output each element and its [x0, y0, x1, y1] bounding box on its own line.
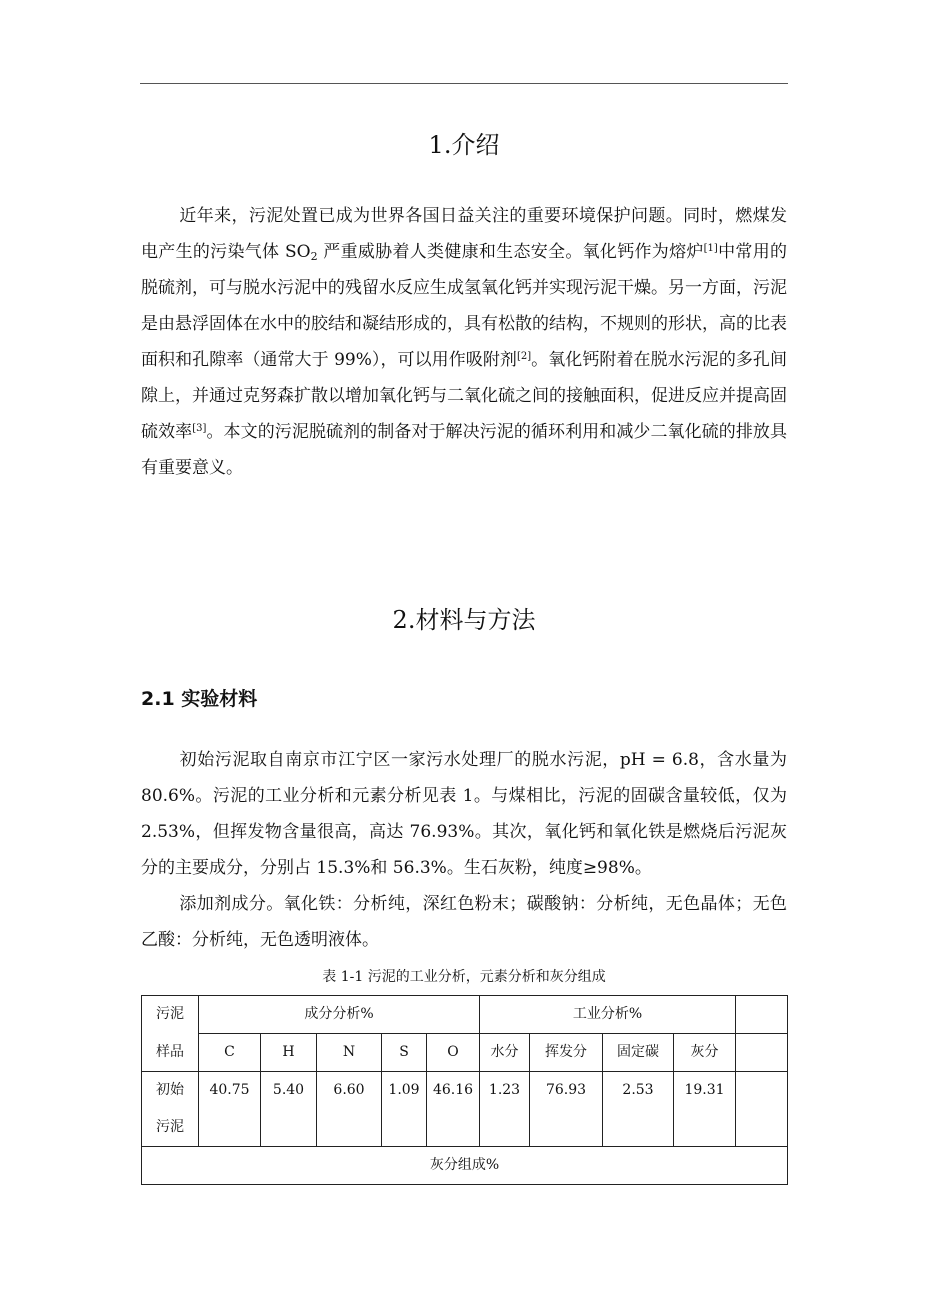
materials-paragraph: 初始污泥取自南京市江宁区一家污水处理厂的脱水污泥，pH = 6.8，含水量为 80.6%。污泥的工业分析和元素分析见表 1。与煤相比，污泥的固碳含量较低，仅为 2.53%，但挥发物含量很高，高达 76.93%。其次，氧化钙和氧化铁是燃烧后污泥灰分的主要成分，分别占 15.3%和 56.3%。生石灰粉，纯度≥98%。	[141, 750, 787, 878]
table-ash-row	[142, 1147, 788, 1185]
value-cell: 2.53	[603, 1072, 674, 1147]
section-1-heading: 1.介绍	[428, 131, 500, 159]
group-header-proximate: 工业分析%	[480, 996, 736, 1034]
value-cell: 5.40	[261, 1072, 317, 1147]
sludge-analysis-table	[141, 995, 788, 1185]
section-1-paragraph: 近年来，污泥处置已成为世界各国日益关注的重要环境保护问题。同时，燃煤发电产生的污染气体 $SO_2$ 严重威胁着人类健康和生态安全。氧化钙作为熔炉[1]中常用的脱硫剂，可与脱水污泥中的残留水反应生成氢氧化钙并实现污泥干燥。另一方面，污泥是由悬浮固体在水中的胶结和凝结形成的，具有松散的结构，不规则的形状，高的比表面积和孔隙率（通常大于 99%），可以用作吸附剂[2]。氧化钙附着在脱水污泥的多孔间隙上，并通过克努森扩散以增加氧化钙与二氧化硫之间的接触面积，促进反应并提高固硫效率[3]。本文的污泥脱硫剂的制备对于解决污泥的循环利用和减少二氧化硫的排放具有重要意义。	[141, 206, 788, 478]
sample-label: 初始 污泥	[142, 1072, 199, 1147]
value-cell: 76.93	[530, 1072, 603, 1147]
table-data-row	[142, 1072, 788, 1147]
table-caption: 表 1-1 污泥的工业分析，元素分析和灰分组成	[322, 969, 606, 985]
section-2-heading: 2.材料与方法	[392, 606, 536, 634]
col-header: 固定碳	[603, 1034, 674, 1072]
value-cell: 46.16	[427, 1072, 480, 1147]
value-cell: 40.75	[199, 1072, 261, 1147]
col-header: O	[427, 1034, 480, 1072]
row-label-top: 污泥	[142, 996, 199, 1034]
group-header-composition: 成分分析%	[199, 996, 480, 1034]
empty-cell	[736, 1034, 788, 1072]
empty-cell	[736, 996, 788, 1034]
value-cell: 19.31	[674, 1072, 736, 1147]
col-header: 挥发分	[530, 1034, 603, 1072]
row-label-bottom: 样品	[142, 1034, 199, 1072]
value-cell: 1.23	[480, 1072, 530, 1147]
empty-cell	[736, 1072, 788, 1147]
col-header: H	[261, 1034, 317, 1072]
value-cell: 1.09	[382, 1072, 427, 1147]
col-header: 水分	[480, 1034, 530, 1072]
col-header: C	[199, 1034, 261, 1072]
col-header: N	[317, 1034, 382, 1072]
col-header: 灰分	[674, 1034, 736, 1072]
header-rule	[140, 83, 788, 84]
table-header-row-2	[142, 1034, 788, 1072]
col-header: S	[382, 1034, 427, 1072]
subsection-2-1-heading: 2.1 实验材料	[141, 688, 258, 710]
value-cell: 6.60	[317, 1072, 382, 1147]
table-header-row-1	[142, 996, 788, 1034]
additives-paragraph: 添加剂成分。氧化铁：分析纯，深红色粉末；碳酸钠：分析纯，无色晶体；无色乙酸：分析纯，无色透明液体。	[141, 894, 787, 950]
ash-composition-header: 灰分组成%	[142, 1147, 788, 1185]
